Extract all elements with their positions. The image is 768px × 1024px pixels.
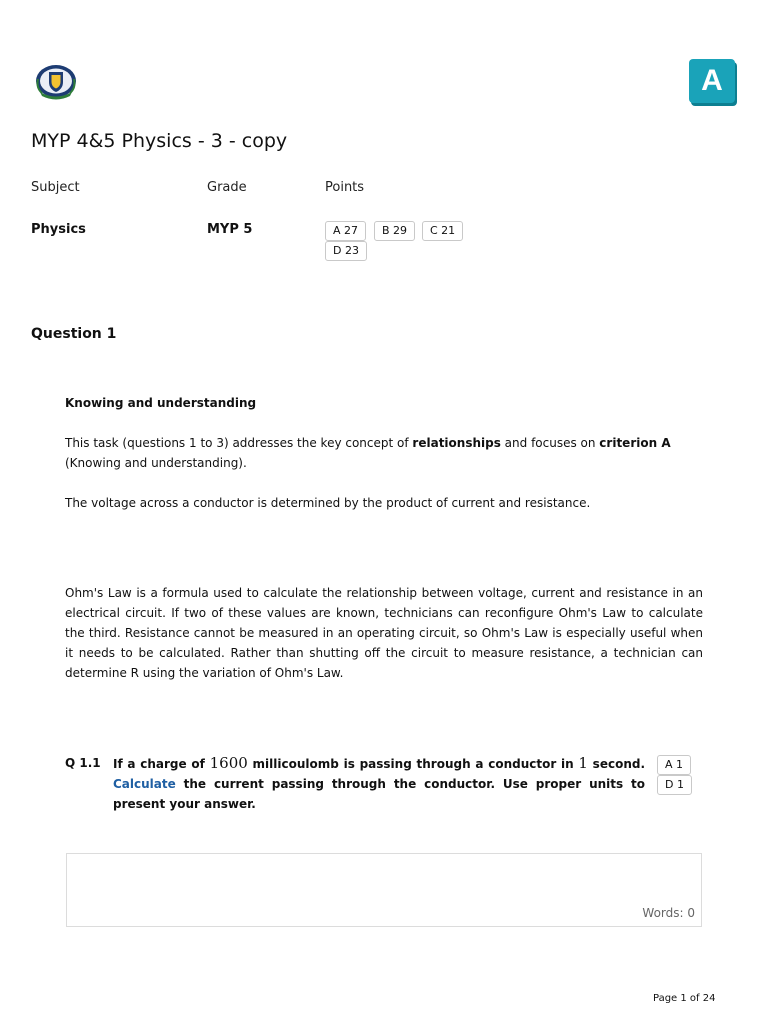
command-term: Calculate <box>113 777 176 791</box>
school-crest-logo <box>34 63 78 101</box>
intro-paragraph: This task (questions 1 to 3) addresses the key concept of relationships and focuses on criterion A (Knowing and understanding). <box>65 436 671 470</box>
criterion-badge-a: A 1 <box>657 755 691 775</box>
page-number: Page 1 of 24 <box>653 993 716 1004</box>
word-count: Words: 0 <box>642 906 695 920</box>
page-title: MYP 4&5 Physics - 3 - copy <box>31 130 288 152</box>
grade-value: MYP 5 <box>207 222 253 237</box>
points-badge-b: B 29 <box>374 221 415 241</box>
subject-label: Subject <box>31 180 80 195</box>
points-badge-a: A 27 <box>325 221 366 241</box>
section-title: Knowing and understanding <box>65 396 257 410</box>
points-badge-d: D 23 <box>325 241 367 261</box>
answer-input[interactable] <box>66 853 702 927</box>
ohms-law-paragraph: Ohm's Law is a formula used to calculate the relationship between voltage, current and resistance in an electrical circuit. If two of these values are known, technicians can reconfigure Ohm's Law to calculate the third. Resistance cannot be measured in an operating circuit, so Ohm's Law is especially useful when it needs to be calculated. Rather than shutting off the circuit to measure resistance, a technician can determine R using the variation of Ohm's Law. <box>65 586 703 680</box>
points-label: Points <box>325 180 365 195</box>
points-badge-c: C 21 <box>422 221 463 241</box>
subject-value: Physics <box>31 222 86 237</box>
grade-label: Grade <box>207 180 247 195</box>
criterion-badge-d: D 1 <box>657 775 692 795</box>
app-logo-icon: A <box>689 59 735 103</box>
sub-question-number: Q 1.1 <box>65 756 101 770</box>
question-heading: Question 1 <box>31 326 117 342</box>
statement-paragraph: The voltage across a conductor is determined by the product of current and resistance. <box>65 496 591 510</box>
sub-question-text: If a charge of 1600 millicoulomb is passing through a conductor in 1 second. Calculate the current passing through the conductor. Use proper units to present your answer. <box>113 754 646 811</box>
